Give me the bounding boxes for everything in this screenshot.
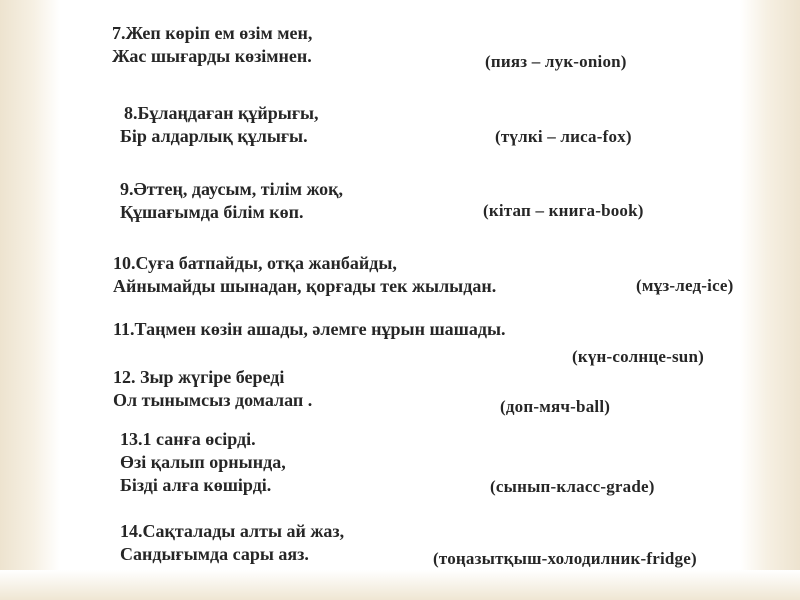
riddle-9-answer: (кітап – книга-book) bbox=[483, 201, 644, 220]
decorative-frame-left bbox=[0, 0, 60, 600]
riddle-line: 11.Таңмен көзін ашады, әлемге нұрын шашады. bbox=[113, 319, 506, 339]
riddle-7-answer: (пияз – лук-onion) bbox=[485, 52, 627, 71]
riddle-10 bbox=[113, 252, 496, 298]
riddle-line: Сандығымда сары аяз. bbox=[120, 544, 309, 564]
riddle-line: Өзі қалып орнында, bbox=[120, 452, 286, 472]
riddle-13 bbox=[120, 428, 286, 497]
riddle-line: 9.Әттең, даусым, тілім жоқ, bbox=[120, 179, 343, 199]
riddle-line: Құшағымда білім көп. bbox=[120, 202, 304, 222]
decorative-frame-right bbox=[740, 0, 800, 600]
riddle-10-answer: (мұз-лед-ice) bbox=[636, 276, 734, 295]
riddle-8 bbox=[120, 102, 319, 148]
riddle-line: 7.Жеп көріп ем өзім мен, bbox=[112, 23, 313, 43]
riddle-9 bbox=[120, 178, 343, 224]
riddle-8-answer: (түлкі – лиса-fox) bbox=[495, 127, 632, 146]
riddle-line: 12. Зыр жүгіре береді bbox=[113, 367, 285, 387]
riddle-11-answer: (күн-солнце-sun) bbox=[572, 347, 704, 366]
decorative-frame-bottom bbox=[0, 570, 800, 600]
riddle-12-answer: (доп-мяч-ball) bbox=[500, 397, 611, 416]
riddle-line: Бізді алға көшірді. bbox=[120, 475, 272, 495]
riddle-line: 8.Бұлаңдаған құйрығы, bbox=[124, 103, 319, 123]
riddle-line: Бір алдарлық құлығы. bbox=[120, 126, 308, 146]
riddle-line: 10.Суға батпайды, отқа жанбайды, bbox=[113, 253, 397, 273]
riddle-line: Жас шығарды көзімнен. bbox=[112, 46, 312, 66]
riddle-13-answer: (сынып-класс-grade) bbox=[490, 477, 655, 496]
riddle-11 bbox=[113, 318, 506, 341]
riddle-12 bbox=[113, 366, 312, 412]
riddle-7 bbox=[112, 22, 312, 68]
riddle-line: Айнымайды шынадан, қорғады тек жылыдан. bbox=[113, 276, 497, 296]
riddle-14 bbox=[120, 520, 344, 566]
riddle-14-answer: (тоңазытқыш-холодилник-fridge) bbox=[433, 549, 697, 568]
riddle-line: 13.1 санға өсірді. bbox=[120, 429, 256, 449]
riddle-line: 14.Сақталады алты ай жаз, bbox=[120, 521, 345, 541]
riddle-line: Ол тынымсыз домалап . bbox=[113, 390, 313, 410]
